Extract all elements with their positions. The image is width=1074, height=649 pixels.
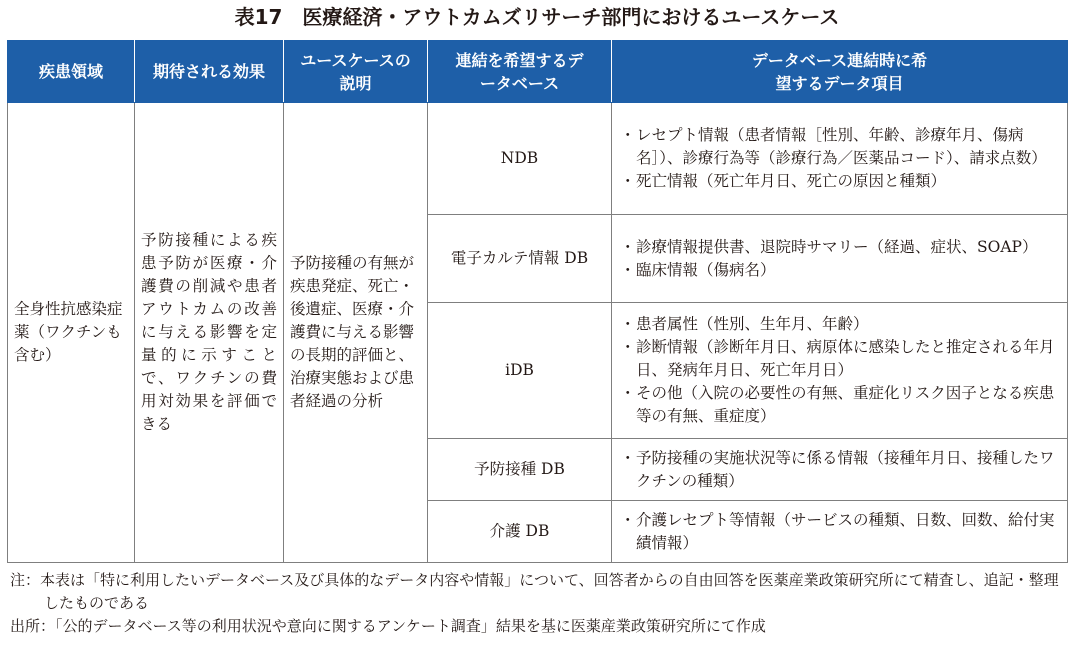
usecase-description-cell: 予防接種の有無が疾患発症、死亡・後遺症、医療・介護費に与える影響の長期的評価と、治療実態および患者経過の分析 (284, 103, 428, 563)
list-item: ・ 死亡情報（死亡年月日、死亡の原因と種類） (620, 170, 1059, 193)
header-expected-effect: 期待される効果 (135, 41, 284, 103)
list-item: ・ 臨床情報（傷病名） (620, 259, 1059, 282)
table-notes (10, 569, 1070, 638)
header-usecase-text: ユースケースの説明 (300, 50, 411, 93)
usecase-table (7, 40, 1068, 563)
list-item: ・ 介護レセプト等情報（サービスの種類、日数、回数、給付実績情報） (620, 509, 1059, 555)
header-usecase-description (284, 41, 428, 103)
database-cell-vaccination: 予防接種 DB (428, 439, 612, 501)
header-linked-database (428, 41, 612, 103)
header-disease-area: 疾患領域 (8, 41, 135, 103)
table-note: 注：本表は「特に利用したいデータベース及び具体的なデータ内容や情報」について、回答者からの自由回答を医薬産業政策研究所にて精査し、追記・整理したものである (10, 571, 1059, 612)
list-item: ・ 予防接種の実施状況等に係る情報（接種年月日、接種したワクチンの種類） (620, 447, 1059, 493)
items-cell-ndb (612, 103, 1068, 215)
items-cell-care (612, 501, 1068, 563)
items-cell-ehr (612, 215, 1068, 303)
header-desired-items-text: データベース連結時に希望するデータ項目 (751, 50, 928, 93)
header-desired-items (612, 41, 1068, 103)
table-title: 表17 医療経済・アウトカムズリサーチ部門におけるユースケース (234, 5, 840, 29)
list-item: ・ 患者属性（性別、生年月、年齢） (620, 313, 1059, 336)
list-item: ・ レセプト情報（患者情報［性別、年齢、診療年月、傷病名］）、診療行為等（診療行為／医薬品コード）、請求点数） (620, 124, 1059, 170)
table-row (8, 103, 1068, 215)
expected-effect-cell: 予防接種による疾患予防が医療・介護費の削減や患者アウトカムの改善に与える影響を定量的に示すことで、ワクチンの費用対効果を評価できる (135, 103, 284, 563)
items-cell-idb (612, 303, 1068, 439)
database-cell-idb: iDB (428, 303, 612, 439)
table-source: 出所：「公的データベース等の利用状況や意向に関するアンケート調査」結果を基に医薬産業政策研究所にて作成 (10, 617, 766, 635)
header-row (8, 41, 1068, 103)
database-cell-care: 介護 DB (428, 501, 612, 563)
header-linked-database-text: 連結を希望するデータベース (455, 50, 584, 93)
list-item: ・ 診療情報提供書、退院時サマリー（経過、症状、SOAP） (620, 236, 1059, 259)
database-cell-ndb: NDB (428, 103, 612, 215)
disease-area-cell: 全身性抗感染症薬（ワクチンも含む） (8, 103, 135, 563)
items-cell-vaccination (612, 439, 1068, 501)
list-item: ・ 診断情報（診断年月日、病原体に感染したと推定される年月日、発病年月日、死亡年月日） (620, 336, 1059, 382)
list-item: ・ その他（入院の必要性の有無、重症化リスク因子となる疾患等の有無、重症度） (620, 382, 1059, 428)
database-cell-ehr: 電子カルテ情報 DB (428, 215, 612, 303)
